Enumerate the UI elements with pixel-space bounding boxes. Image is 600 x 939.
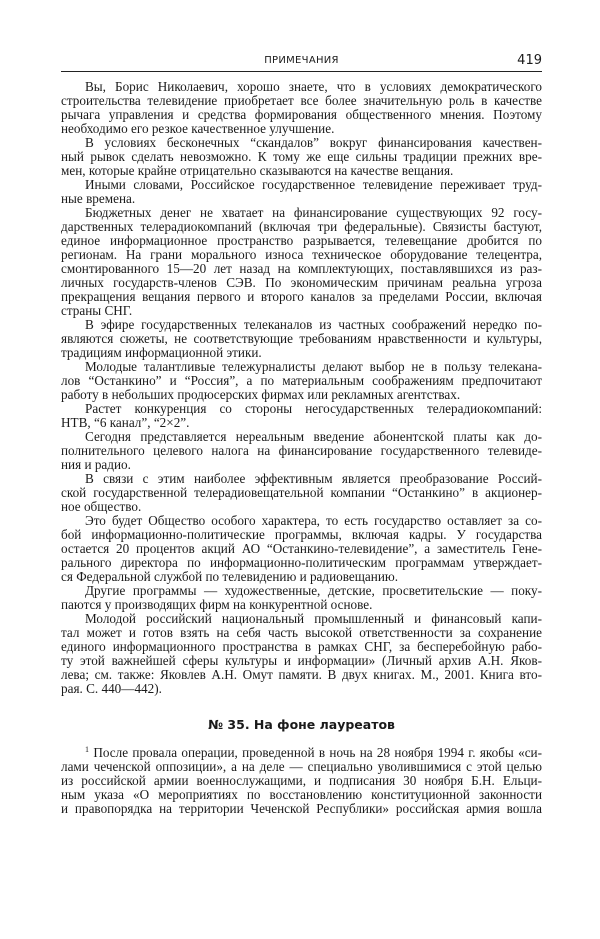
page-number: 419 [517, 53, 542, 68]
text-line: тал может и готов взять на себя часть высокой ответственности за сохранение [61, 625, 542, 640]
text-line: В эфире государственных телеканалов из частных соображений нередко по- [85, 317, 542, 332]
footnote-line-text: После провала операции, проведенной в ночь на 28 ноября 1994 г. якобы «си- [93, 745, 543, 760]
paragraph [61, 318, 542, 360]
text-line: страны СНГ. [61, 303, 133, 318]
footnote-line [61, 746, 542, 760]
paragraph [61, 178, 542, 206]
running-header [61, 55, 542, 72]
text-line: личных государств-членов СЭВ. По экономическим причинам реальна угроза [61, 275, 542, 290]
text-line: Иными словами, Российское государственное телевидение переживает труд- [85, 177, 542, 192]
section-heading: № 35. На фоне лауреатов [208, 717, 395, 732]
text-line: Растет конкуренция со стороны негосударственных телерадиокомпаний: [85, 401, 542, 416]
text-line: В связи с этим наиболее эффективным является преобразование Россий- [85, 471, 542, 486]
text-line: рая. С. 440—442). [61, 681, 162, 696]
footnote-line: и правопорядка на территории Чеченской Республики» российская армия вошла [61, 801, 542, 816]
text-line: смонтированного 15—20 лет назад на комплектующих, поставлявшихся из раз- [61, 261, 542, 276]
text-line: являются сюжеты, не соответствующие требованиям нравственности и культуры, [61, 331, 542, 346]
text-line: дарственных телерадиокомпаний (включая три федеральные). Связисты бастуют, [61, 219, 542, 234]
paragraph [61, 206, 542, 318]
text-line: традициям информационной этики. [61, 345, 262, 360]
text-line: прекращения вещания первого и второго каналов за пределами России, включая [61, 289, 542, 304]
paragraph [61, 584, 542, 612]
text-line: строительства телевидение приобретает все более значительную роль в качестве [61, 93, 542, 108]
running-header-title: ПРИМЕЧАНИЯ [264, 55, 339, 66]
paragraph [61, 136, 542, 178]
text-line: Молодые талантливые тележурналисты делают выбор не в пользу телекана- [85, 359, 542, 374]
text-line: лева; см. также: Яковлев А.Н. Омут памяти. В двух книгах. М., 2001. Книга вто- [61, 667, 542, 682]
text-line: ской государственной телерадиовещательной компании “Останкино” в акционер- [61, 485, 542, 500]
text-line: лов “Останкино” и “Россия”, а по материальным соображениям предпочитают [61, 373, 542, 388]
text-line: В условиях бесконечных “скандалов” вокруг финансирования качествен- [85, 135, 542, 150]
paragraph [61, 514, 542, 584]
body-text [61, 80, 542, 696]
paragraph [61, 80, 542, 136]
text-line: регионам. На грани морального износа техническое оборудование телецентра, [61, 247, 542, 262]
paragraph [61, 612, 542, 696]
text-line: рального директора по информационно-политическим программам утверждает- [61, 555, 542, 570]
text-line: остается 20 процентов акций АО “Останкино-телевидение”, а заместитель Гене- [61, 541, 542, 556]
text-line: ту этой важнейшей сферы культуры и информации» (Личный архив А.Н. Яков- [61, 653, 542, 668]
footnote [61, 746, 542, 816]
paragraph [61, 402, 542, 430]
paragraph [61, 472, 542, 514]
footnote-line: лами чеченской оппозиции», а на деле — специально уволившимися с этой целью [61, 759, 542, 774]
text-line: Другие программы — художественные, детские, просветительские — поку- [85, 583, 542, 598]
text-line: ное общество. [61, 499, 142, 514]
text-line: ся Федеральной службой по телевидению и радиовещанию. [61, 569, 399, 584]
footnote-line: ным указа «О мероприятиях по восстановлению конституционной законности [61, 787, 542, 802]
text-line: полнительного целевого налога на финансирование государственного телевиде- [61, 443, 542, 458]
paragraph [61, 430, 542, 472]
text-line: Это будет Общество особого характера, то есть государство оставляет за со- [85, 513, 542, 528]
paragraph [61, 360, 542, 402]
text-line: работу в небольших продюсерских фирмах или рекламных агентствах. [61, 387, 461, 402]
text-line: ный рывок сделать невозможно. К тому же еще сильны традиции прежних вре- [61, 149, 542, 164]
text-line: единого информационного пространства в рамках СНГ, за бесперебойную рабо- [61, 639, 542, 654]
text-line: НТВ, “6 канал”, “2×2”. [61, 415, 190, 430]
text-line: Бюджетных денег не хватает на финансирование существующих 92 госу- [85, 205, 542, 220]
text-line: Вы, Борис Николаевич, хорошо знаете, что в условиях демократического [85, 79, 542, 94]
footnote-marker: 1 [85, 745, 89, 754]
text-line: ния и радио. [61, 457, 131, 472]
footnote-line: из российской армии военнослужащими, и подписания 30 ноября Б.Н. Ельци- [61, 773, 542, 788]
text-line: единое информационное пространство разрывается, телевещание дробится по [61, 233, 542, 248]
text-line: ные времена. [61, 191, 136, 206]
text-line: мен, которые крайне отрицательно сказываются на качестве вещания. [61, 163, 454, 178]
text-line: необходимо его резкое качественное улучшение. [61, 121, 335, 136]
text-line: бой информационно-политические программы, включая кадры. У государства [61, 527, 542, 542]
text-line: паются у производящих фирм на конкурентной основе. [61, 597, 373, 612]
text-line: Сегодня представляется нереальным введение абонентской платы как до- [85, 429, 542, 444]
text-line: Молодой российский национальный промышленный и финансовый капи- [85, 611, 542, 626]
text-line: рычага управления и средства формирования общественного мнения. Поэтому [61, 107, 542, 122]
